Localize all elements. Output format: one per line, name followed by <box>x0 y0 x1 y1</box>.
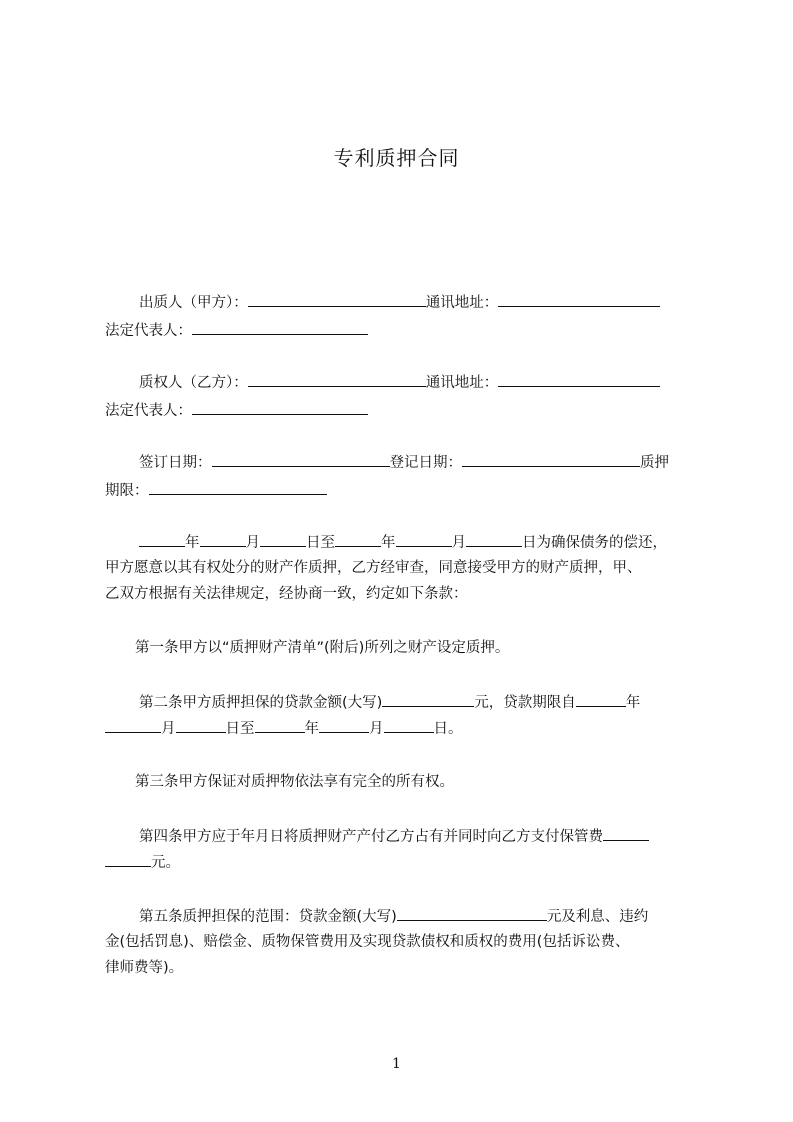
article-2-day-label: 日至 <box>225 721 255 737</box>
article-3: 第三条甲方保证对质押物依法享有完全的所有权。 <box>135 774 454 790</box>
preamble-line-3: 乙双方根据有关法律规定，经协商一致，约定如下条款： <box>105 586 468 602</box>
loan-start-day-blank[interactable] <box>176 718 226 733</box>
pledgor-rep-label: 法定代表人： <box>105 323 192 339</box>
article-2-year-label: 年 <box>625 695 641 711</box>
term-label-2: 期限： <box>105 483 149 499</box>
pledgee-name-blank[interactable] <box>248 372 426 387</box>
year2-blank[interactable] <box>335 532 381 547</box>
article-2-end-label: 日。 <box>433 721 463 737</box>
term-label-1: 质押 <box>640 455 669 471</box>
pledgee-rep-line <box>105 400 701 421</box>
sign-date-blank[interactable] <box>212 452 390 467</box>
pledgee-rep-label: 法定代表人： <box>105 403 192 419</box>
month1-label: 月 <box>245 535 260 551</box>
register-date-blank[interactable] <box>462 452 640 467</box>
article-5-text: 第五条质押担保的范围：贷款金额(大写) <box>139 909 397 925</box>
register-date-label: 登记日期： <box>389 455 462 471</box>
pledgee-rep-blank[interactable] <box>192 400 368 415</box>
article-2-month2-label: 月 <box>369 721 384 737</box>
article-5-line-2: 金(包括罚息)、赔偿金、质物保管费用及实现贷款债权和质权的费用(包括诉讼费、 <box>105 934 630 950</box>
term-line <box>105 480 701 501</box>
pledgor-label: 出质人（甲方）： <box>139 295 248 311</box>
day2-label: 日为确保债务的偿还， <box>522 535 667 551</box>
article-2-line-1 <box>105 692 735 713</box>
article-4-line-2 <box>105 852 701 873</box>
preamble-line-2: 甲方愿意以其有权处分的财产作质押，乙方经审查，同意接受甲方的财产质押，甲、 <box>105 560 642 576</box>
day2-blank[interactable] <box>466 532 522 547</box>
pledgor-name-blank[interactable] <box>248 292 426 307</box>
pledgee-address-blank[interactable] <box>498 372 660 387</box>
pledgor-line <box>105 292 735 313</box>
loan-start-month-blank[interactable] <box>105 718 161 733</box>
article-2-text: 第二条甲方质押担保的贷款金额(大写) <box>139 695 383 711</box>
pledgor-rep-blank[interactable] <box>192 320 368 335</box>
page-number: 1 <box>392 1056 401 1072</box>
loan-start-year-blank[interactable] <box>576 692 626 707</box>
article-2-year2-label: 年 <box>304 721 319 737</box>
year1-blank[interactable] <box>139 532 185 547</box>
day1-label: 日至 <box>306 535 335 551</box>
month1-blank[interactable] <box>200 532 246 547</box>
preamble-line-1 <box>105 532 735 553</box>
storage-fee-blank-2[interactable] <box>105 852 151 867</box>
pledgor-address-label: 通讯地址： <box>425 295 499 311</box>
article-2-text-2: 元，贷款期限自 <box>474 695 576 711</box>
pledgee-line <box>105 372 735 393</box>
pledgee-label: 质权人（乙方）： <box>139 375 248 391</box>
year1-label: 年 <box>185 535 200 551</box>
storage-fee-blank-1[interactable] <box>603 826 649 841</box>
article-1: 第一条甲方以“质押财产清单”(附后)所列之财产设定质押。 <box>135 640 510 656</box>
article-5-line-3: 律师费等)。 <box>105 960 184 976</box>
guarantee-amount-blank[interactable] <box>397 906 547 921</box>
article-5-text-2: 元及利息、违约 <box>546 909 649 925</box>
month2-blank[interactable] <box>396 532 452 547</box>
loan-amount-blank[interactable] <box>382 692 474 707</box>
dates-line <box>105 452 735 473</box>
article-4-text: 第四条甲方应于年月日将质押财产产付乙方占有并同时向乙方支付保管费 <box>139 829 603 845</box>
article-4-end: 元。 <box>151 855 180 871</box>
pledgee-address-label: 通讯地址： <box>425 375 499 391</box>
pledgor-address-blank[interactable] <box>498 292 660 307</box>
month2-label: 月 <box>451 535 466 551</box>
article-2-line-2 <box>105 718 701 739</box>
sign-date-label: 签订日期： <box>139 455 212 471</box>
article-2-month-label: 月 <box>161 721 176 737</box>
document-title: 专利质押合同 <box>333 146 460 170</box>
loan-end-day-blank[interactable] <box>384 718 434 733</box>
loan-end-month-blank[interactable] <box>319 718 369 733</box>
term-blank[interactable] <box>149 480 327 495</box>
loan-end-year-blank[interactable] <box>255 718 305 733</box>
pledgor-rep-line <box>105 320 701 341</box>
day1-blank[interactable] <box>260 532 306 547</box>
article-4-line-1 <box>105 826 735 847</box>
article-5-line-1 <box>105 906 735 927</box>
year2-label: 年 <box>381 535 396 551</box>
